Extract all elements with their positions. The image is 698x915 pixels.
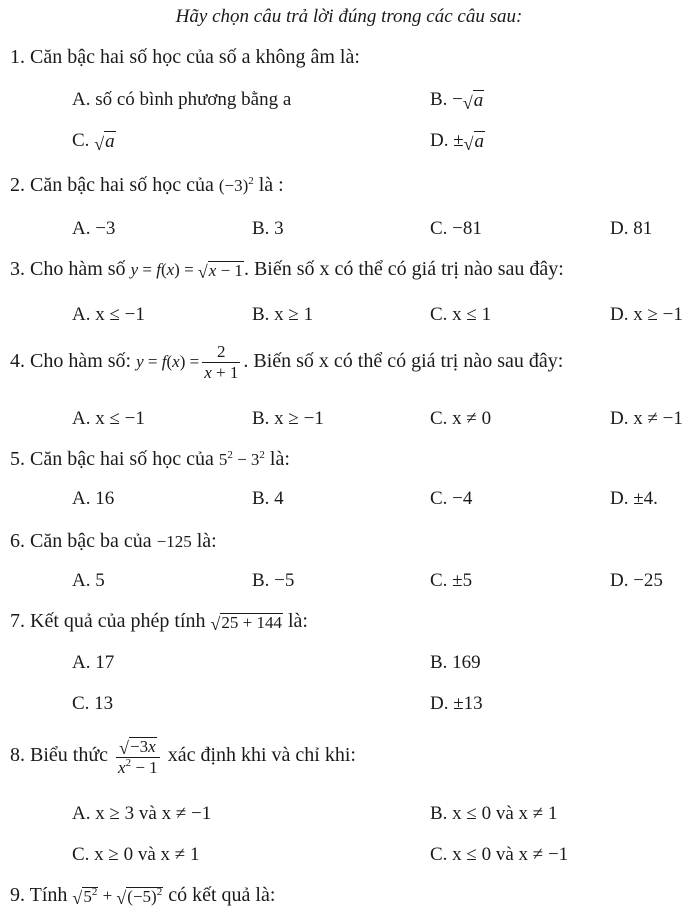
math-expr: √ $5^2$ + √ $(-5)^2$ (72, 886, 163, 908)
question-4: 4. Cho hàm số: y = f(x) = $\frac{2}{x + 1}$ . Biến số x có thể có giá trị nào sau đây: (10, 342, 564, 383)
q5-option-a[interactable]: A. 16 (72, 488, 115, 509)
q3-option-d[interactable]: D. x ≥ −1 (610, 304, 683, 325)
question-8: 8. Biểu thức √ −3x $x^2 - 1$ xác định khi và chỉ khi: (10, 737, 356, 777)
math-expr: y = f(x) = $\frac{2}{x + 1}$ (136, 342, 239, 383)
q5-option-b[interactable]: B. 4 (252, 488, 284, 509)
q2-option-b[interactable]: B. 3 (252, 218, 284, 239)
q1-option-d[interactable]: D. ± √ a (430, 130, 485, 154)
q7-option-d[interactable]: D. ±13 (430, 693, 483, 714)
question-1: 1. Căn bậc hai số học của số a không âm là: (10, 46, 360, 68)
question-5: 5. Căn bậc hai số học của $5^2 - 3^2$ là: (10, 448, 290, 470)
q6-option-b[interactable]: B. −5 (252, 570, 295, 591)
q2-option-a[interactable]: A. −3 (72, 218, 116, 239)
q7-option-a[interactable]: A. 17 (72, 652, 115, 673)
q4-option-d[interactable]: D. x ≠ −1 (610, 408, 683, 429)
worksheet-title: Hãy chọn câu trả lời đúng trong các câu sau: (175, 6, 523, 27)
q1-option-a[interactable]: A. số có bình phương bằng a (72, 89, 292, 110)
q1-option-c[interactable]: C. √ a (72, 130, 115, 154)
question-7: 7. Kết quả của phép tính √ 25 + 144 là: (10, 610, 308, 634)
q6-option-d[interactable]: D. −25 (610, 570, 663, 591)
q3-option-b[interactable]: B. x ≥ 1 (252, 304, 314, 325)
math-expr: √ 25 + 144 (210, 613, 282, 634)
question-6: 6. Căn bậc ba của −125 là: (10, 530, 217, 552)
q4-option-a[interactable]: A. x ≤ −1 (72, 408, 145, 429)
math-expr: −125 (156, 532, 192, 551)
q5-option-c[interactable]: C. −4 (430, 488, 473, 509)
math-expr: $(-3)^2$ (218, 175, 254, 195)
q1-option-b[interactable]: B. − √ a (430, 89, 484, 113)
q8-option-b[interactable]: B. x ≤ 0 và x ≠ 1 (430, 803, 558, 824)
sqrt-expr: √ a (94, 130, 115, 154)
q2-option-c[interactable]: C. −81 (430, 218, 482, 239)
question-3: 3. Cho hàm số y = f(x) = √ x − 1 . Biến số x có thể có giá trị nào sau đây: (10, 258, 564, 282)
q8-option-a[interactable]: A. x ≥ 3 và x ≠ −1 (72, 803, 212, 824)
q4-option-b[interactable]: B. x ≥ −1 (252, 408, 324, 429)
math-expr: $5^2 - 3^2$ (218, 449, 265, 469)
question-2: 2. Căn bậc hai số học của $(-3)^2$ là : (10, 174, 284, 196)
q2-option-d[interactable]: D. 81 (610, 218, 653, 239)
q5-option-d[interactable]: D. ±4. (610, 488, 658, 509)
q3-option-a[interactable]: A. x ≤ −1 (72, 304, 145, 325)
q8-option-d[interactable]: C. x ≤ 0 và x ≠ −1 (430, 844, 569, 865)
q3-option-c[interactable]: C. x ≤ 1 (430, 304, 492, 325)
math-expr: √ −3x $x^2 - 1$ (118, 737, 158, 777)
q4-option-c[interactable]: C. x ≠ 0 (430, 408, 492, 429)
sqrt-expr: √ a (462, 89, 484, 113)
sqrt-expr: √ a (463, 130, 485, 154)
q6-option-a[interactable]: A. 5 (72, 570, 105, 591)
question-9: 9. Tính √ $5^2$ + √ $(-5)^2$ có kết quả là: (10, 884, 276, 908)
math-expr: y = f(x) = √ x − 1 (130, 260, 243, 282)
q6-option-c[interactable]: C. ±5 (430, 570, 473, 591)
q7-option-c[interactable]: C. 13 (72, 693, 114, 714)
q7-option-b[interactable]: B. 169 (430, 652, 481, 673)
q8-option-c[interactable]: C. x ≥ 0 và x ≠ 1 (72, 844, 200, 865)
